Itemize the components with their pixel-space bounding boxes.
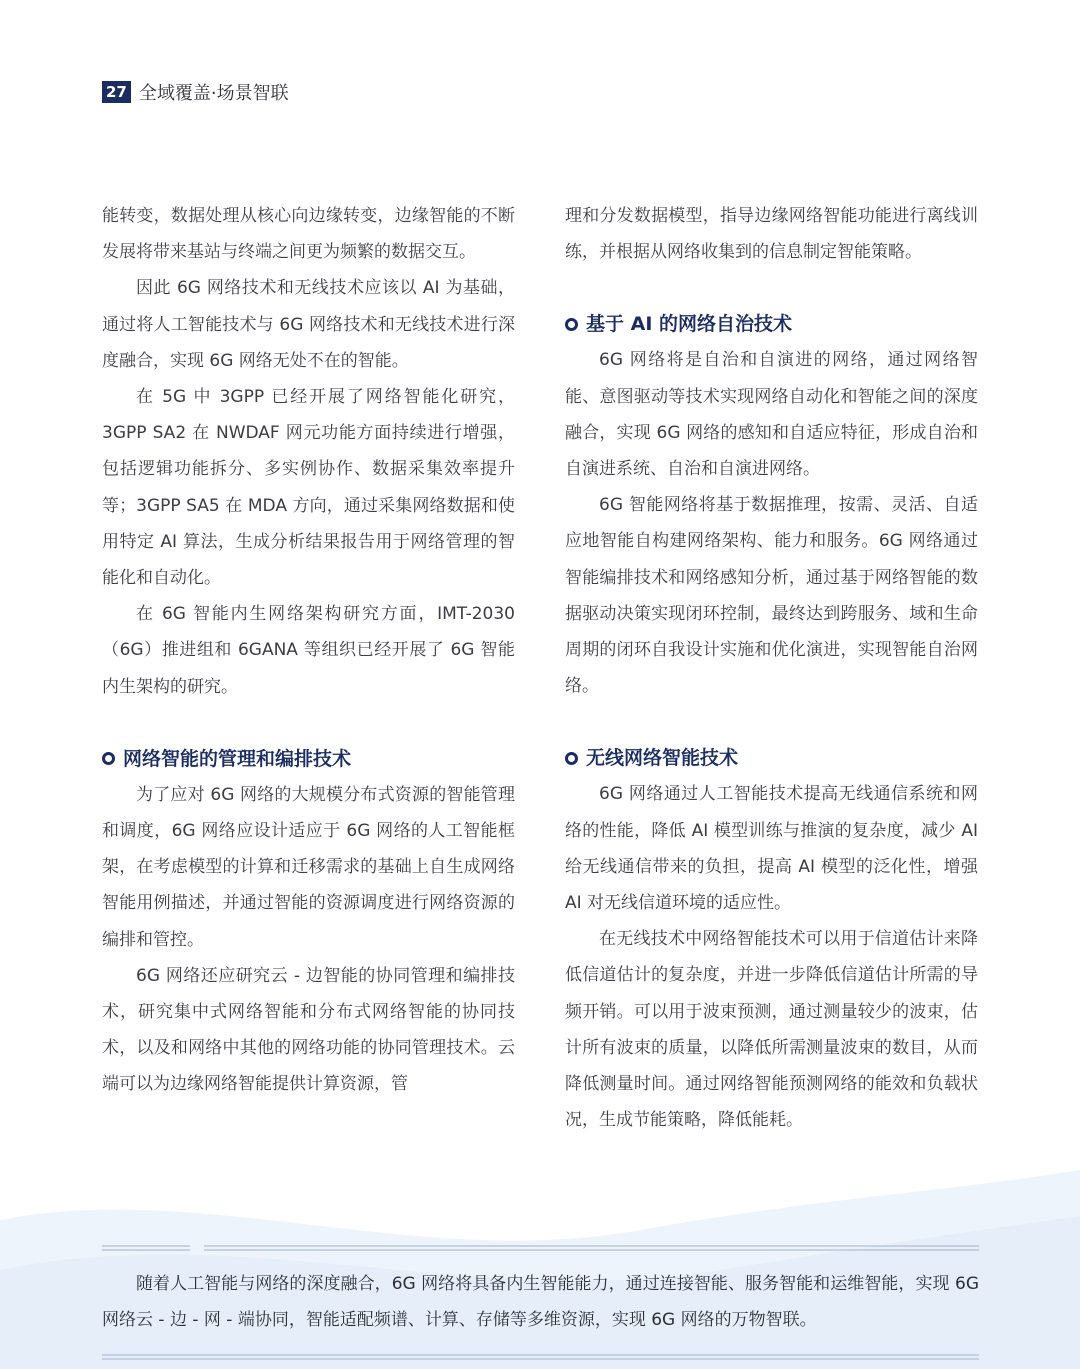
paragraph: 理和分发数据模型，指导边缘网络智能功能进行离线训练，并根据从网络收集到的信息制定智能策略。	[565, 206, 978, 263]
section-title: 基于 AI 的网络自治技术	[586, 313, 793, 336]
right-column	[565, 198, 978, 1138]
section-heading	[565, 306, 978, 342]
paragraph: 因此 6G 网络技术和无线技术应该以 AI 为基础，通过将人工智能技术与 6G 网络技术和无线技术进行深度融合，实现 6G 网络无处不在的智能。	[102, 278, 515, 371]
section-heading	[102, 741, 515, 777]
paragraph: 在 5G 中 3GPP 已经开展了网络智能化研究，3GPP SA2 在 NWDAF 网元功能方面持续进行增强，包括逻辑功能拆分、多实例协作、数据采集效率提升等；3GPP SA5 在 MDA 方向，通过采集网络数据和使用特定 AI 算法，生成分析结果报告用于网络管理的智能化和自动化。	[102, 387, 515, 589]
summary-divider-bottom	[102, 1353, 979, 1361]
paragraph: 6G 智能网络将基于数据推理，按需、灵活、自适应地智能自构建网络架构、能力和服务。6G 网络通过智能编排技术和网络感知分析，通过基于网络智能的数据驱动决策实现闭环控制，最终达到跨服务、域和生命周期的闭环自我设计实施和优化演进，实现智能自治网络。	[565, 495, 978, 697]
page-header	[102, 80, 289, 104]
page-number: 27	[102, 81, 131, 103]
paragraph: 6G 网络将是自治和自演进的网络，通过网络智能、意图驱动等技术实现网络自动化和智能之间的深度融合，实现 6G 网络的感知和自适应特征，形成自治和自演进系统、自治和自演进网络。	[565, 350, 978, 480]
summary-text: 随着人工智能与网络的深度融合，6G 网络将具备内生智能能力，通过连接智能、服务智能和运维智能，实现 6G 网络云 - 边 - 网 - 端协同，智能适配频谱、计算、存储等多维资源，实现 6G 网络的万物智联。	[102, 1274, 979, 1330]
paragraph: 6G 网络还应研究云 - 边智能的协同管理和编排技术，研究集中式网络智能和分布式网络智能的协同技术，以及和网络中其他的网络功能的协同管理技术。云端可以为边缘网络智能提供计算资源，管	[102, 965, 515, 1095]
section-title: 无线网络智能技术	[586, 747, 739, 770]
section-heading	[565, 740, 978, 776]
circle-bullet-icon	[102, 752, 115, 765]
paragraph: 在 6G 智能内生网络架构研究方面，IMT-2030（6G）推进组和 6GANA 等组织已经开展了 6G 智能内生架构的研究。	[102, 604, 515, 697]
circle-bullet-icon	[565, 752, 578, 765]
paragraph: 在无线技术中网络智能技术可以用于信道估计来降低信道估计的复杂度，并进一步降低信道估计所需的导频开销。可以用于波束预测，通过测量较少的波束，估计所有波束的质量，以降低所需测量波束的数目，从而降低测量时间。通过网络智能预测网络的能效和负载状况，生成节能策略，降低能耗。	[565, 929, 978, 1131]
paragraph: 6G 网络通过人工智能技术提高无线通信系统和网络的性能，降低 AI 模型训练与推演的复杂度，减少 AI 给无线通信带来的负担，提高 AI 模型的泛化性，增强 AI 对无线信道环境的适应性。	[565, 784, 978, 914]
summary-divider-top	[102, 1244, 979, 1252]
section-title: 网络智能的管理和编排技术	[123, 747, 352, 770]
paragraph: 能转变，数据处理从核心向边缘转变，边缘智能的不断发展将带来基站与终端之间更为频繁的数据交互。	[102, 206, 515, 263]
paragraph: 为了应对 6G 网络的大规模分布式资源的智能管理和调度，6G 网络应设计适应于 6G 网络的人工智能框架，在考虑模型的计算和迁移需求的基础上自生成网络智能用例描述，并通过智能的资源调度进行网络资源的编排和管控。	[102, 784, 515, 950]
circle-bullet-icon	[565, 318, 578, 331]
header-title: 全域覆盖·场景智联	[138, 83, 289, 104]
left-column	[102, 198, 515, 1103]
